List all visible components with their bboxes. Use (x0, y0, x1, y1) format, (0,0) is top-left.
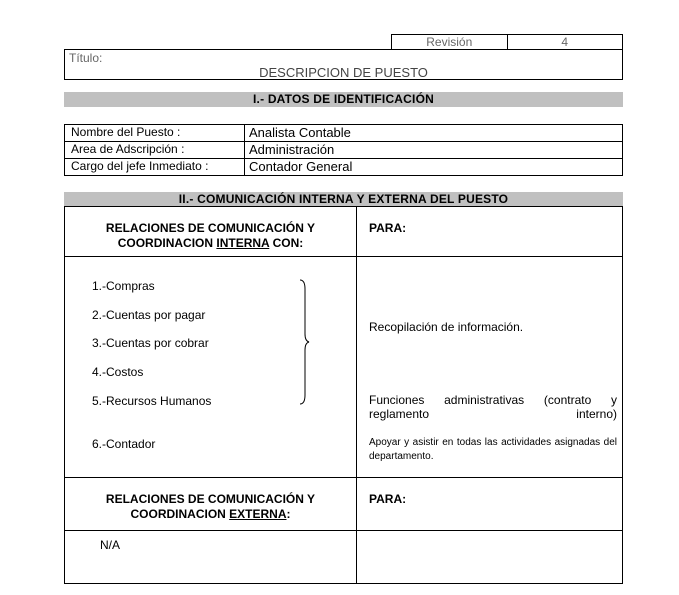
row-value: Administración (249, 142, 335, 157)
revision-label: Revisión (426, 35, 473, 49)
internal-relations-header (65, 221, 356, 251)
header-text: CON: (272, 236, 304, 250)
row-divider (65, 477, 622, 478)
communication-table (64, 206, 623, 584)
list-item: 2.-Cuentas por pagar (92, 308, 206, 322)
header-underlined: EXTERNA (229, 507, 287, 521)
list-item: 1.-Compras (92, 279, 155, 293)
para-label: PARA: (369, 492, 407, 506)
row-value: Analista Contable (249, 125, 351, 140)
row-label: Cargo del jefe Inmediato : (65, 159, 245, 175)
row-value: Contador General (249, 159, 353, 174)
row-divider (65, 256, 622, 257)
section-1-title: I.- DATOS DE IDENTIFICACIÓN (64, 92, 623, 107)
purpose-text: Funciones administrativas (contrato y reglamento interno) (369, 393, 617, 421)
table-row (65, 141, 622, 158)
purpose-text: Recopilación de información. (369, 320, 524, 334)
header-line (65, 507, 356, 522)
revision-table (391, 34, 623, 50)
header-text: COORDINACION (130, 507, 226, 521)
header-line: RELACIONES DE COMUNICACIÓN Y (105, 221, 316, 235)
section-2-title: II.- COMUNICACIÓN INTERNA Y EXTERNA DEL PUESTO (64, 192, 623, 207)
document-title: DESCRIPCION DE PUESTO (259, 65, 428, 80)
para-label: PARA: (369, 221, 407, 235)
header-line: RELACIONES DE COMUNICACIÓN Y (105, 492, 316, 506)
header-line (65, 236, 356, 251)
external-value: N/A (100, 538, 121, 552)
column-divider (356, 207, 357, 583)
table-row (65, 125, 622, 141)
list-item: 3.-Cuentas por cobrar (92, 336, 209, 350)
header-underlined: INTERNA (216, 236, 270, 250)
revision-value: 4 (507, 35, 623, 49)
header-text: : (286, 507, 291, 521)
row-label: Area de Adscripción : (65, 142, 245, 158)
row-label: Nombre del Puesto : (65, 125, 245, 141)
list-item: 5.-Recursos Humanos (92, 394, 212, 408)
title-box (64, 49, 623, 80)
title-label: Título: (69, 51, 103, 65)
list-item: 6.-Contador (92, 437, 156, 451)
right-brace-icon (297, 279, 311, 405)
row-divider (65, 530, 622, 531)
header-text: COORDINACION (117, 236, 214, 250)
identification-table (64, 124, 623, 176)
table-row (65, 158, 622, 175)
purpose-text: Apoyar y asistir en todas las actividades asignadas del departamento. (369, 437, 617, 462)
list-item: 4.-Costos (92, 365, 144, 379)
external-relations-header (65, 492, 356, 522)
